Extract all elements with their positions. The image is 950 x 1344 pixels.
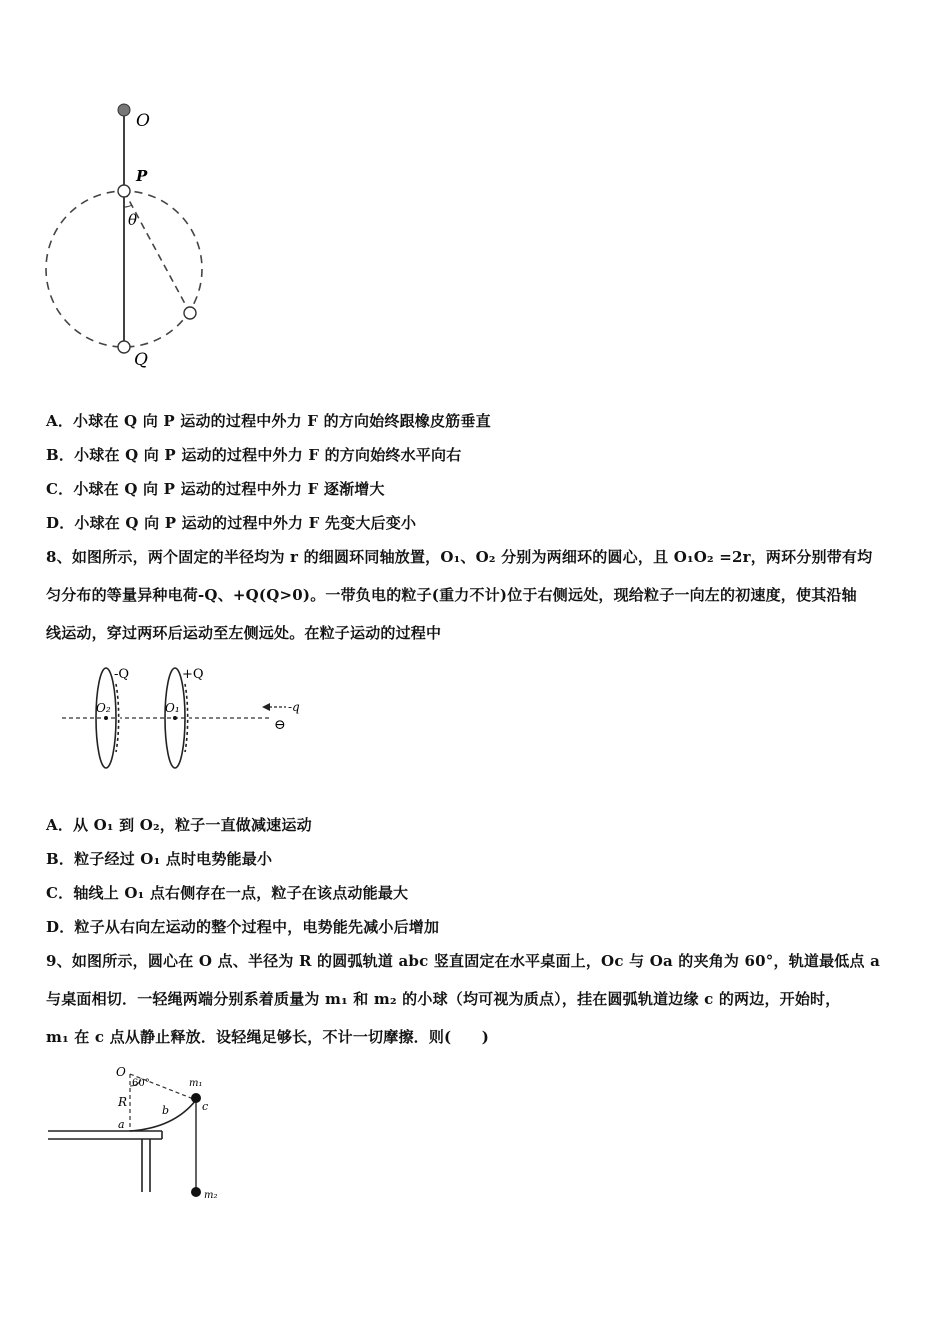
q9-stem-line-3: m₁ 在 c 点从静止释放．设轻绳足够长，不计一切摩擦．则( )	[46, 1028, 490, 1046]
pivot-point-o	[118, 104, 130, 116]
label-m1: m₁	[189, 1078, 203, 1089]
q8-stem-line-1: 8、如图所示，两个固定的半径均为 r 的细圆环同轴放置，O₁、O₂ 分别为两细环的圆心，且 O₁O₂ =2r，两环分别带有均	[46, 548, 873, 566]
q8-option-a: A．从 O₁ 到 O₂，粒子一直做减速运动	[46, 816, 312, 834]
q7-option-d: D．小球在 Q 向 P 运动的过程中外力 F 先变大后变小	[46, 514, 417, 532]
label-o2: O₂	[96, 701, 111, 715]
label-c: c	[202, 1100, 209, 1113]
label-minus-q-particle: -q	[288, 700, 300, 714]
label-r: R	[118, 1095, 128, 1109]
q9-stem-line-1: 9、如图所示，圆心在 O 点、半径为 R 的圆弧轨道 abc 竖直固定在水平桌面上，Oc 与 Oa 的夹角为 60°，轨道最低点 a	[46, 952, 881, 970]
ball	[184, 307, 196, 319]
q7-option-c: C．小球在 Q 向 P 运动的过程中外力 F 逐渐增大	[46, 480, 385, 498]
label-o: O	[136, 111, 150, 131]
label-o-arc: O	[116, 1065, 126, 1079]
label-m2: m₂	[204, 1190, 218, 1201]
figure-rubber-band-circle	[40, 95, 220, 375]
label-plus-q-ring: +Q	[182, 667, 204, 682]
q7-option-a: A．小球在 Q 向 P 运动的过程中外力 F 的方向始终跟橡皮筋垂直	[46, 412, 491, 430]
ball-m2	[191, 1187, 201, 1197]
q8-stem-line-2: 匀分布的等量异种电荷-Q、+Q(Q>0)。一带负电的粒子(重力不计)位于右侧远处，现给粒子一向左的初速度，使其沿轴	[46, 586, 857, 604]
ball-m1	[191, 1093, 201, 1103]
label-minus-q-ring: -Q	[114, 667, 130, 682]
q8-option-b: B．粒子经过 O₁ 点时电势能最小	[46, 850, 273, 868]
point-p	[118, 185, 130, 197]
figure-arc-track	[46, 1060, 246, 1210]
q8-stem-line-3: 线运动，穿过两环后运动至左侧远处。在粒子运动的过程中	[46, 624, 442, 642]
label-q: Q	[134, 350, 148, 370]
label-b: b	[162, 1104, 170, 1117]
figure-two-rings	[58, 664, 318, 776]
label-theta: θ	[128, 211, 138, 229]
label-o1: O₁	[165, 701, 180, 715]
label-60deg: 60°	[132, 1078, 150, 1089]
q7-option-b: B．小球在 Q 向 P 运动的过程中外力 F 的方向始终水平向右	[46, 446, 462, 464]
q8-option-d: D．粒子从右向左运动的整个过程中，电势能先减小后增加	[46, 918, 440, 936]
label-p: P	[136, 167, 148, 185]
q8-option-c: C．轴线上 O₁ 点右侧存在一点，粒子在该点动能最大	[46, 884, 409, 902]
q9-stem-line-2: 与桌面相切．一轻绳两端分别系着质量为 m₁ 和 m₂ 的小球（均可视为质点），挂在圆弧轨道边缘 c 的两边，开始时，	[46, 990, 841, 1008]
point-q	[118, 341, 130, 353]
particle-icon: ⊖	[274, 717, 286, 733]
label-a: a	[118, 1118, 125, 1131]
